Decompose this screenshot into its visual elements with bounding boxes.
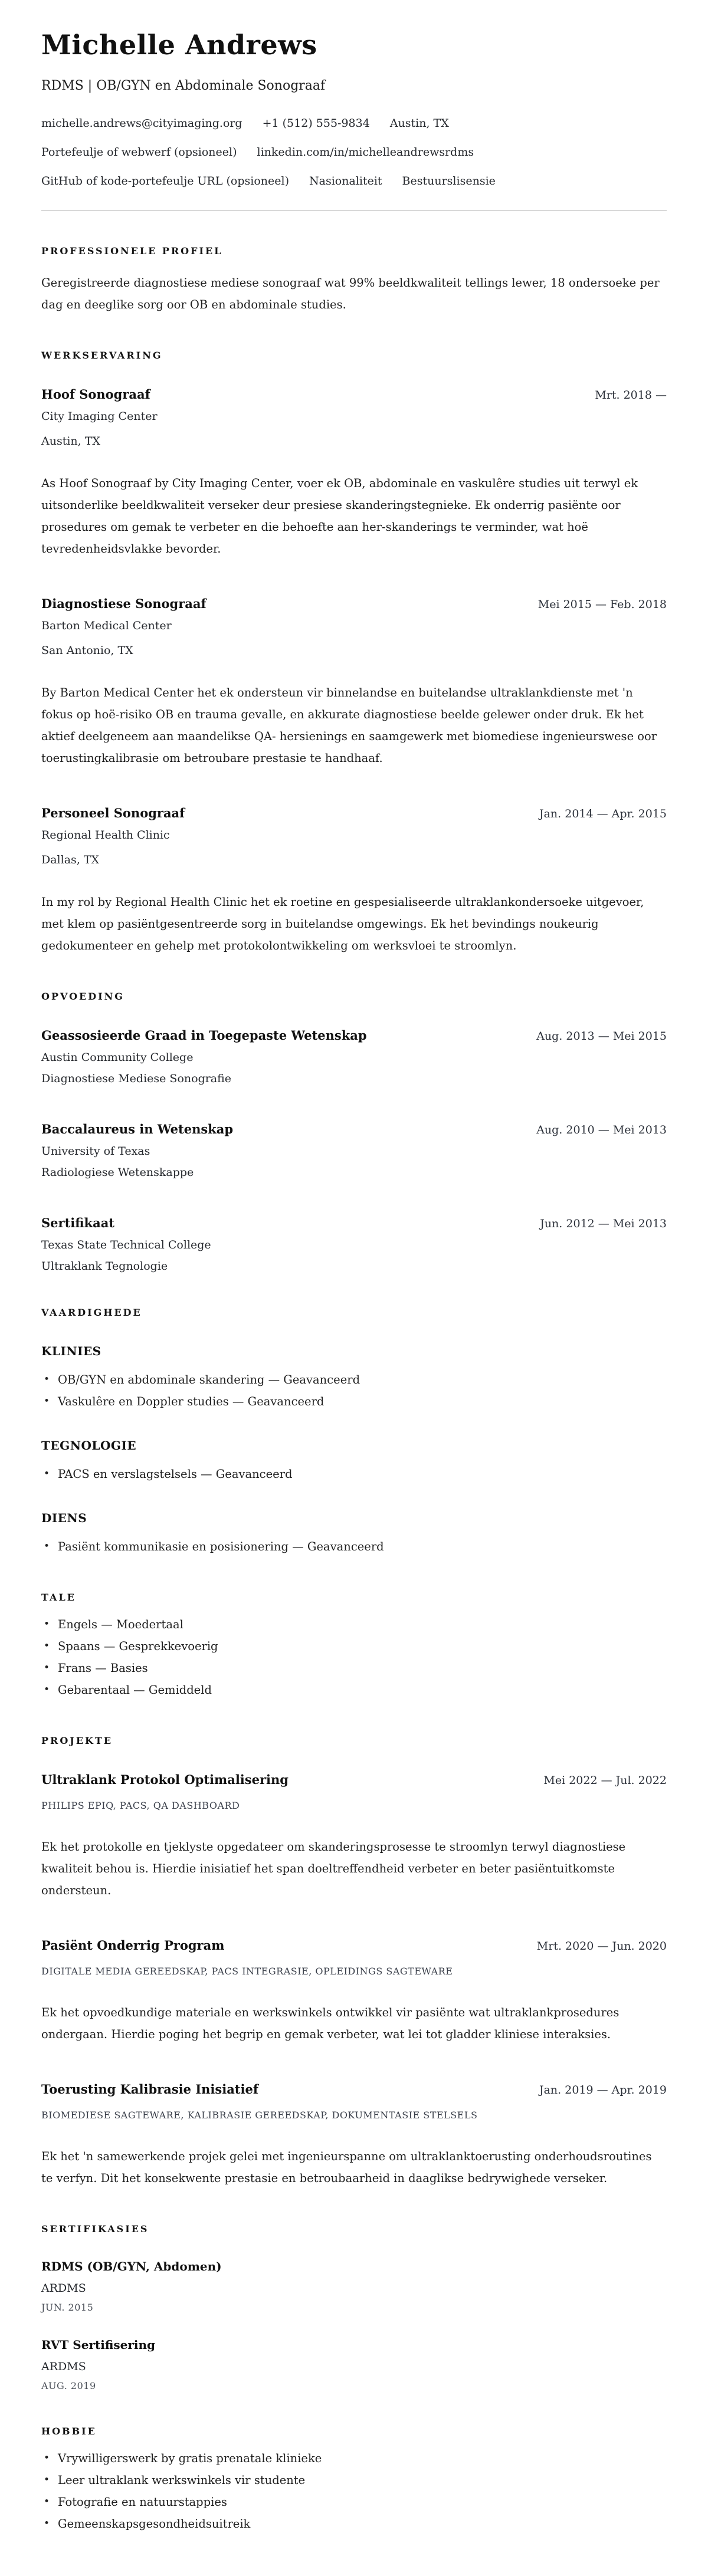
header-divider bbox=[41, 210, 667, 211]
certification-entry bbox=[41, 2338, 667, 2391]
job-dates: Mrt. 2018 — bbox=[595, 388, 667, 402]
profile-text: Geregistreerde diagnostiese mediese sonograaf wat 99% beeldkwaliteit tellings lewer, 18 ondersoeke per dag en deeglike sorg oor OB en abdominale studies. bbox=[41, 275, 660, 311]
section-hobbies bbox=[41, 2426, 667, 2535]
job-title: Diagnostiese Sonograaf bbox=[41, 596, 206, 611]
skill-list bbox=[41, 1369, 667, 1412]
project-entry bbox=[41, 1772, 667, 1901]
experience-heading: WERKSERVARING bbox=[41, 349, 163, 361]
degree-school: Texas State Technical College bbox=[41, 1238, 211, 1251]
certification-title: RVT Sertifisering bbox=[41, 2337, 155, 2352]
job-dates: Mei 2015 — Feb. 2018 bbox=[537, 597, 667, 611]
contact-location: Austin, TX bbox=[389, 116, 449, 130]
contact-phone: +1 (512) 555-9834 bbox=[262, 116, 370, 130]
degree-title: Baccalaureus in Wetenskap bbox=[41, 1121, 233, 1136]
hobbies-heading: HOBBIE bbox=[41, 2425, 97, 2437]
degree-field: Diagnostiese Mediese Sonografie bbox=[41, 1072, 232, 1085]
person-name: Michelle Andrews bbox=[41, 29, 317, 61]
experience-entry bbox=[41, 806, 667, 957]
contact-linkedin: linkedin.com/in/michelleandrewsrdms bbox=[257, 145, 474, 159]
job-description: By Barton Medical Center het ek ondersteun vir binnelandse en buitelandse ultraklankdienste met 'n fokus op hoë-risiko OB en trauma gevalle, en akkurate diagnostiese beelde gelewer onder druk. Ek het aktief deelgeneem aan maandelikse QA- hersienings en saamgewerk met biomediese ingenieurswese oor toerustingkalibrasie om betroubare prestasie te handhaaf. bbox=[41, 685, 657, 765]
hobby-item: • Leer ultraklank werkswinkels vir studente bbox=[41, 2469, 667, 2491]
skill-group-name: KLINIES bbox=[41, 1343, 101, 1358]
hobby-list bbox=[41, 2447, 667, 2535]
job-company: City Imaging Center bbox=[41, 409, 158, 423]
project-tools: BIOMEDIESE SAGTEWARE, KALIBRASIE GEREEDSKAP, DOKUMENTASIE STELSELS bbox=[41, 2109, 478, 2121]
job-company: Regional Health Clinic bbox=[41, 828, 170, 842]
languages-heading: TALE bbox=[41, 1591, 76, 1603]
certification-entry bbox=[41, 2259, 667, 2313]
project-dates: Mrt. 2020 — Jun. 2020 bbox=[536, 1939, 667, 1953]
skill-item: • PACS en verslagstelsels — Geavanceerd bbox=[41, 1463, 667, 1485]
project-dates: Mei 2022 — Jul. 2022 bbox=[543, 1773, 667, 1787]
certification-issuer: ARDMS bbox=[41, 2281, 86, 2295]
hobby-item: • Gemeenskapsgesondheidsuitreik bbox=[41, 2513, 667, 2535]
language-item: • Engels — Moedertaal bbox=[41, 1614, 667, 1635]
job-location: Austin, TX bbox=[41, 434, 100, 448]
section-languages bbox=[41, 1592, 667, 1701]
project-description: Ek het 'n samewerkende projek gelei met ingenieurspanne om ultraklanktoerusting onderhoudsroutines te verfyn. Dit het konsekwente prestasie en betroubaarheid in daaglikse bedrywighede verseker. bbox=[41, 2149, 652, 2185]
skill-list bbox=[41, 1536, 667, 1558]
section-profile bbox=[41, 245, 667, 316]
skill-group-name: DIENS bbox=[41, 1510, 87, 1525]
entry-header bbox=[41, 1028, 667, 1043]
project-description: Ek het opvoedkundige materiale en werkswinkels ontwikkel vir pasiënte wat ultraklankprosedures ondergaan. Hierdie poging het begrip en gemak verbeter, wat lei tot gladder kliniese interaksies. bbox=[41, 2005, 620, 2041]
job-title: Hoof Sonograaf bbox=[41, 386, 150, 402]
project-dates: Jan. 2019 — Apr. 2019 bbox=[539, 2083, 667, 2097]
skill-item: • OB/GYN en abdominale skandering — Geavanceerd bbox=[41, 1369, 667, 1391]
entry-header bbox=[41, 1122, 667, 1136]
entry-header bbox=[41, 806, 667, 820]
job-company: Barton Medical Center bbox=[41, 619, 172, 632]
degree-title: Sertifikaat bbox=[41, 1215, 115, 1230]
degree-field: Ultraklank Tegnologie bbox=[41, 1259, 168, 1273]
contact-row-1 bbox=[41, 117, 667, 130]
certifications-heading: SERTIFIKASIES bbox=[41, 2223, 149, 2235]
project-tools: PHILIPS EPIQ, PACS, QA DASHBOARD bbox=[41, 1799, 240, 1811]
skill-item: • Pasiënt kommunikasie en posisionering — Geavanceerd bbox=[41, 1536, 667, 1558]
contact-nationality: Nasionaliteit bbox=[309, 174, 382, 188]
person-title: RDMS | OB/GYN en Abdominale Sonograaf bbox=[41, 78, 326, 93]
language-item: • Spaans — Gesprekkevoerig bbox=[41, 1635, 667, 1657]
job-title: Personeel Sonograaf bbox=[41, 805, 185, 820]
project-tools: DIGITALE MEDIA GEREEDSKAP, PACS INTEGRASIE, OPLEIDINGS SAGTEWARE bbox=[41, 1965, 453, 1977]
projects-heading: PROJEKTE bbox=[41, 1734, 113, 1746]
language-list bbox=[41, 1614, 667, 1701]
education-entry bbox=[41, 1215, 667, 1273]
education-entry bbox=[41, 1122, 667, 1179]
entry-header bbox=[41, 387, 667, 402]
skill-list bbox=[41, 1463, 667, 1485]
entry-header bbox=[41, 1215, 667, 1230]
contact-drivers-license: Bestuurslisensie bbox=[402, 174, 496, 188]
degree-dates: Jun. 2012 — Mei 2013 bbox=[540, 1217, 667, 1230]
job-dates: Jan. 2014 — Apr. 2015 bbox=[539, 807, 667, 820]
language-item: • Gebarentaal — Gemiddeld bbox=[41, 1679, 667, 1701]
section-certifications bbox=[41, 2223, 667, 2391]
skill-group-name: TEGNOLOGIE bbox=[41, 1438, 137, 1453]
job-description: As Hoof Sonograaf by City Imaging Center, voer ek OB, abdominale en vaskulêre studies uit terwyl ek uitsonderlike beeldkwaliteit verseker deur presiese skanderingstegnieke. Ek onderrig pasiënte oor prosedures om gemak te verbeter en die behoefte aan her-skanderings te verminder, wat hoë tevredenheidsvlakke bevorder. bbox=[41, 476, 638, 556]
project-title: Toerusting Kalibrasie Inisiatief bbox=[41, 2081, 258, 2097]
degree-field: Radiologiese Wetenskappe bbox=[41, 1165, 194, 1179]
contact-email: michelle.andrews@cityimaging.org bbox=[41, 116, 242, 130]
project-title: Ultraklank Protokol Optimalisering bbox=[41, 1772, 289, 1787]
project-description: Ek het protokolle en tjeklyste opgedateer om skanderingsprosesse te stroomlyn terwyl diagnostiese kwaliteit behou is. Hierdie inisiatief het span doeltreffendheid verbeter en beter pasiëntuitkomste ondersteun. bbox=[41, 1839, 626, 1897]
certification-date: JUN. 2015 bbox=[41, 2301, 94, 2313]
certification-title: RDMS (OB/GYN, Abdomen) bbox=[41, 2259, 222, 2273]
project-entry bbox=[41, 1938, 667, 2045]
certification-issuer: ARDMS bbox=[41, 2360, 86, 2373]
certification-date: AUG. 2019 bbox=[41, 2380, 96, 2391]
degree-title: Geassosieerde Graad in Toegepaste Wetenskap bbox=[41, 1027, 367, 1043]
degree-dates: Aug. 2010 — Mei 2013 bbox=[536, 1123, 667, 1136]
contact-row-2 bbox=[41, 146, 667, 159]
skill-item: • Vaskulêre en Doppler studies — Geavanceerd bbox=[41, 1391, 667, 1412]
hobby-item: • Vrywilligerswerk by gratis prenatale klinieke bbox=[41, 2447, 667, 2469]
job-description: In my rol by Regional Health Clinic het ek roetine en gespesialiseerde ultraklankondersoeke uitgevoer, met klem op pasiëntgesentreerde sorg in buitelandse omgewings. Ek het bevindings noukeurig gedokumenteer en gehelp met protokolontwikkeling om werksvloei te stroomlyn. bbox=[41, 895, 644, 952]
section-experience bbox=[41, 350, 667, 957]
project-entry bbox=[41, 2082, 667, 2189]
contact-portfolio: Portefeulje of webwerf (opsioneel) bbox=[41, 145, 237, 159]
education-heading: OPVOEDING bbox=[41, 990, 124, 1002]
contact-github: GitHub of kode-portefeulje URL (opsioneel) bbox=[41, 174, 289, 188]
degree-school: Austin Community College bbox=[41, 1050, 194, 1064]
section-projects bbox=[41, 1735, 667, 2189]
contact-row-3 bbox=[41, 175, 667, 188]
entry-header bbox=[41, 2082, 667, 2097]
experience-entry bbox=[41, 596, 667, 769]
hobby-item: • Fotografie en natuurstappies bbox=[41, 2491, 667, 2513]
job-location: Dallas, TX bbox=[41, 853, 100, 866]
profile-heading: PROFESSIONELE PROFIEL bbox=[41, 245, 223, 257]
section-education bbox=[41, 991, 667, 1273]
entry-header bbox=[41, 1772, 667, 1787]
degree-dates: Aug. 2013 — Mei 2015 bbox=[536, 1029, 667, 1043]
section-skills bbox=[41, 1307, 667, 1558]
education-entry bbox=[41, 1028, 667, 1085]
language-item: • Frans — Basies bbox=[41, 1657, 667, 1679]
entry-header bbox=[41, 596, 667, 611]
resume-header bbox=[41, 29, 667, 211]
job-location: San Antonio, TX bbox=[41, 643, 133, 657]
experience-entry bbox=[41, 387, 667, 560]
entry-header bbox=[41, 1938, 667, 1953]
degree-school: University of Texas bbox=[41, 1144, 150, 1158]
skills-heading: VAARDIGHEDE bbox=[41, 1306, 142, 1318]
project-title: Pasiënt Onderrig Program bbox=[41, 1937, 225, 1953]
